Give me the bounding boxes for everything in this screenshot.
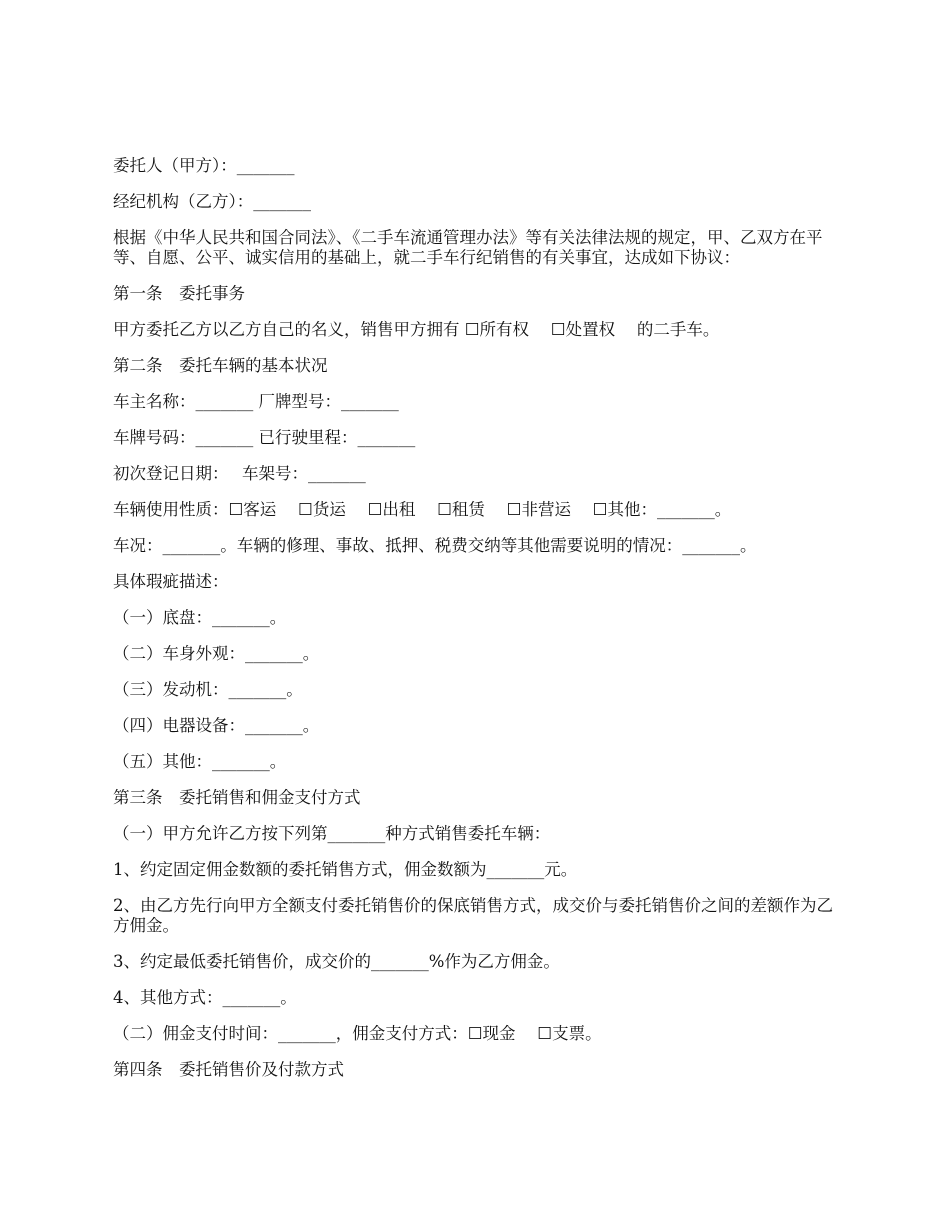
article-4-heading: 第四条 委托销售价及付款方式 (113, 1060, 344, 1079)
defect-engine: （三）发动机：_______。 (113, 680, 303, 699)
defect-chassis: （一）底盘：_______。 (113, 608, 287, 627)
method-2: 2、由乙方先行向甲方全额支付委托销售价的保底销售方式，成交价与委托销售价之间的差额作为乙方佣金。 (113, 896, 833, 935)
sales-method-line: （一）甲方允许乙方按下列第_______种方式销售委托车辆： (113, 824, 551, 843)
usage-type-line: 车辆使用性质：☐客运 ☐货运 ☐出租 ☐租赁 ☐非营运 ☐其他：_______。 (113, 500, 732, 519)
condition-line: 车况：_______。车辆的修理、事故、抵押、税费交纳等其他需要说明的情况：_______。 (113, 536, 757, 555)
defect-electrical: （四）电器设备：_______。 (113, 716, 320, 735)
commission-payment-line: （二）佣金支付时间：_______，佣金支付方式：☐现金 ☐支票。 (113, 1024, 602, 1043)
defect-other: （五）其他：_______。 (113, 752, 287, 771)
owner-model-line: 车主名称：_______ 厂牌型号：_______ (113, 392, 399, 411)
broker-party-line: 经纪机构（乙方）：_______ (113, 192, 311, 211)
contract-document (113, 156, 843, 1096)
method-4: 4、其他方式：_______。 (113, 988, 297, 1007)
method-1: 1、约定固定佣金数额的委托销售方式，佣金数额为_______元。 (113, 860, 578, 879)
principal-party-line: 委托人（甲方）：_______ (113, 156, 295, 175)
article-2-heading: 第二条 委托车辆的基本状况 (113, 356, 328, 375)
defect-body: （二）车身外观：_______。 (113, 644, 320, 663)
article-1-content: 甲方委托乙方以乙方自己的名义，销售甲方拥有 ☐所有权 ☐处置权 的二手车。 (113, 320, 720, 339)
article-3-heading: 第三条 委托销售和佣金支付方式 (113, 788, 361, 807)
article-1-heading: 第一条 委托事务 (113, 284, 245, 303)
preamble-paragraph: 根据《中华人民共和国合同法》、《二手车流通管理办法》等有关法律法规的规定，甲、乙双方在平等、自愿、公平、诚实信用的基础上，就二手车行纪销售的有关事宜，达成如下协议： (113, 228, 823, 267)
plate-mileage-line: 车牌号码：_______ 已行驶里程：_______ (113, 428, 416, 447)
registration-vin-line: 初次登记日期： 车架号：_______ (113, 464, 366, 483)
defects-heading: 具体瑕疵描述： (113, 572, 229, 591)
method-3: 3、约定最低委托销售价，成交价的_______%作为乙方佣金。 (113, 952, 560, 971)
